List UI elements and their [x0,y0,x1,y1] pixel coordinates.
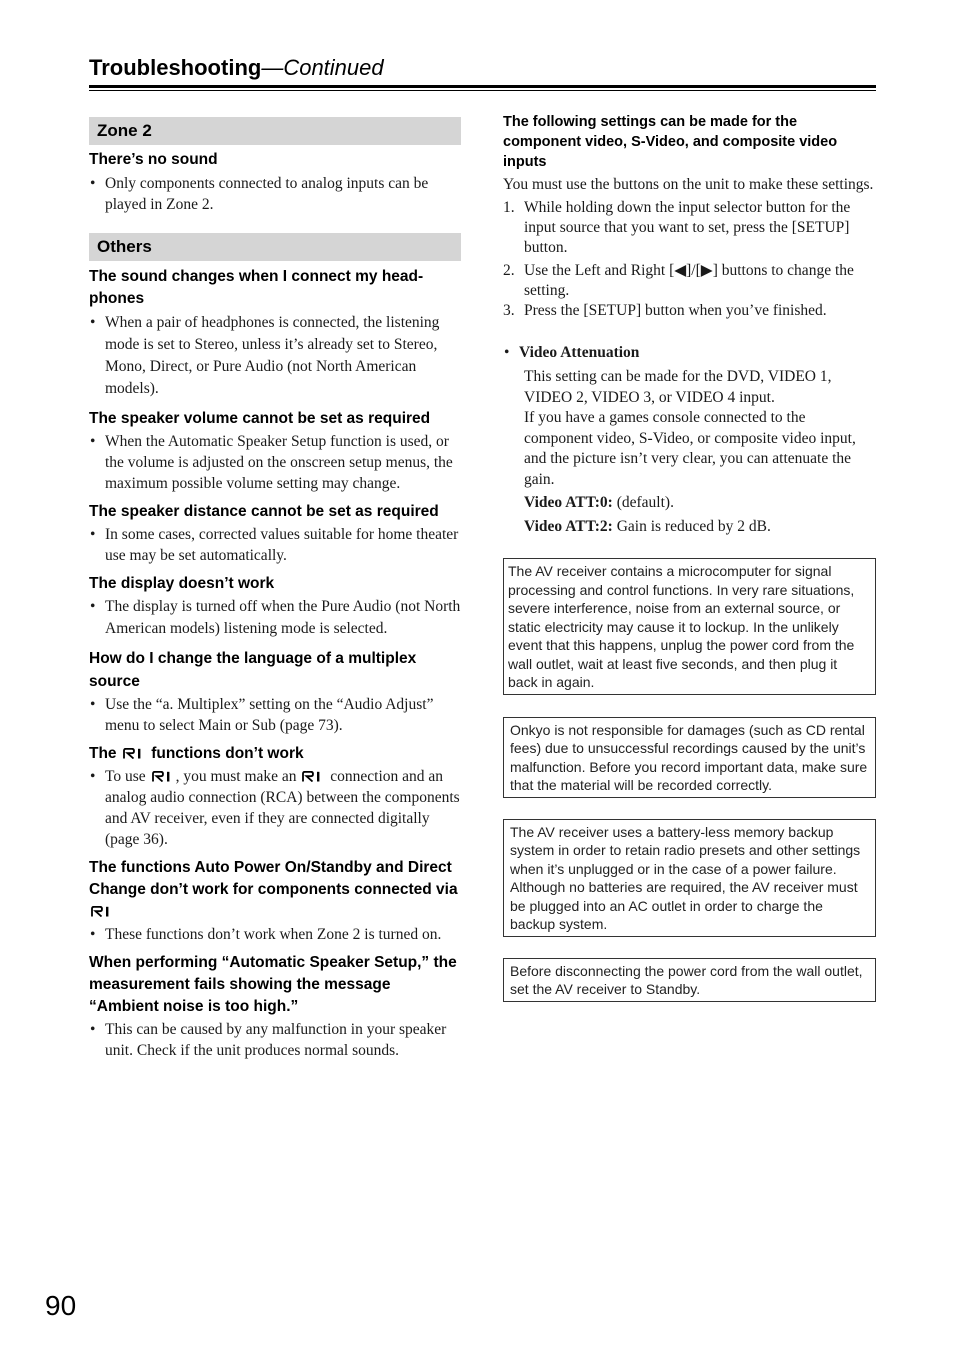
step-text: Use the Left and Right [◀]/[▶] buttons to change the setting. [524,262,854,299]
page-header [89,55,876,81]
answer-ri-part3: connection and an analog audio connection (RCA) between the components and AV receiver, even if they are connected digitally (page 36). [105,768,460,848]
question-ri-functions [89,743,461,765]
video-att-option-2 [503,517,876,538]
video-att-0-text: (default). [612,494,674,511]
video-attenuation-p1: This setting can be made for the DVD, VIDEO 1, VIDEO 2, VIDEO 3, or VIDEO 4 input. [524,368,832,406]
ri-logo-icon [123,748,145,759]
right-column [503,112,876,1002]
video-att-2-text: Gain is reduced by 2 dB. [612,517,771,535]
question-headphones: The sound changes when I connect my head-phones [89,268,424,307]
question-ambient-noise: When performing “Automatic Speaker Setup,” the measurement fails showing the message “Ambient noise is too high.” [89,954,457,1015]
question-display: The display doesn’t work [89,575,275,592]
question-no-sound: There’s no sound [89,151,218,168]
question-ri-post: functions don’t work [151,745,304,762]
ri-logo-icon [91,906,113,917]
left-column [89,117,461,1061]
section-zone2-heading: Zone 2 [89,117,461,145]
ri-logo-icon [302,771,324,782]
header-rule-thin [89,90,876,91]
video-settings-intro: You must use the buttons on the unit to make these settings. [503,176,874,193]
answer-ambient-noise: • This can be caused by any malfunction in your speaker unit. Check if the unit produces normal sounds. [89,1019,461,1061]
step-number: 3. [503,302,515,319]
step-text: While holding down the input selector button for the input source that you want to set, press the [SETUP] button. [524,199,851,256]
question-auto-power-text: The functions Auto Power On/Standby and Direct Change don’t work for components connected via [89,859,458,898]
answer-auto-power: • These functions don’t work when Zone 2 is turned on. [89,924,461,945]
answer-language: • Use the “a. Multiplex” setting on the “Audio Adjust” menu to select Main or Sub (page 73). [89,694,461,736]
video-att-0-label: Video ATT:0: [524,494,613,511]
answer-display: • The display is turned off when the Pure Audio (not North American models) listening mode is selected. [89,596,461,640]
question-distance: The speaker distance cannot be set as required [89,503,439,520]
notice-responsibility: Onkyo is not responsible for damages (such as CD rental fees) due to unsuccessful recordings caused by the unit’s malfunction. Before you record important data, make sure that the material will be recorded correctly. [503,717,876,798]
step-item [503,261,876,301]
video-attenuation-title: • Video Attenuation [503,343,876,363]
answer-ri-part2: , you must make an [175,768,297,785]
step-item [503,301,876,321]
step-number: 2. [503,262,515,279]
header-continued: —Continued [261,55,384,80]
video-att-2-label: Video ATT:2: [524,517,613,535]
video-att-option-0 [503,493,876,514]
question-volume: The speaker volume cannot be set as required [89,410,431,427]
ri-logo-icon [152,771,174,782]
answer-ri-functions [89,766,461,850]
header-rule-thick [89,85,876,88]
video-attenuation-p2: If you have a games console connected to the component video, S-Video, or composite video input, and the picture isn’t very clear, you can attenuate the gain. [524,409,856,488]
answer-no-sound: • Only components connected to analog inputs can be played in Zone 2. [89,173,461,215]
answer-ri-part1: To use [105,768,146,785]
notice-standby: Before disconnecting the power cord from the wall outlet, set the AV receiver to Standby. [503,958,876,1002]
answer-distance: • In some cases, corrected values suitable for home theater use may be set automatically. [89,524,461,566]
question-auto-power [89,857,461,923]
step-text: Press the [SETUP] button when you’ve finished. [524,302,827,319]
step-item [503,198,876,258]
answer-headphones: • When a pair of headphones is connected, the listening mode is set to Stereo, unless it’s already set to Stereo, Mono, Direct, or Pure Audio (not North American models). [89,312,461,400]
question-language: How do I change the language of a multiplex source [89,650,417,690]
header-title: Troubleshooting [89,55,262,80]
video-settings-heading: The following settings can be made for the component video, S-Video, and composite video inputs [503,114,838,170]
section-others-heading: Others [89,233,461,261]
step-number: 1. [503,199,515,216]
notice-memory-backup: The AV receiver uses a battery-less memory backup system in order to retain radio presets and other settings when it’s unplugged or in the case of a power failure. Although no batteries are required, the AV receiver must be plugged into an AC outlet in order to charge the backup system. [503,819,876,937]
page-number: 90 [45,1290,77,1321]
question-ri-pre: The [89,745,117,762]
answer-volume: • When the Automatic Speaker Setup function is used, or the volume is adjusted on the onscreen setup menus, the maximum possible volume setting may change. [89,431,461,494]
notice-microcomputer: The AV receiver contains a microcomputer for signal processing and control functions. In very rare situations, severe interference, noise from an external source, or static electricity may cause it to lockup. In the unlikely event that this happens, unplug the power cord from the wall outlet, wait at least five seconds, and then plug it back in again. [503,558,876,695]
